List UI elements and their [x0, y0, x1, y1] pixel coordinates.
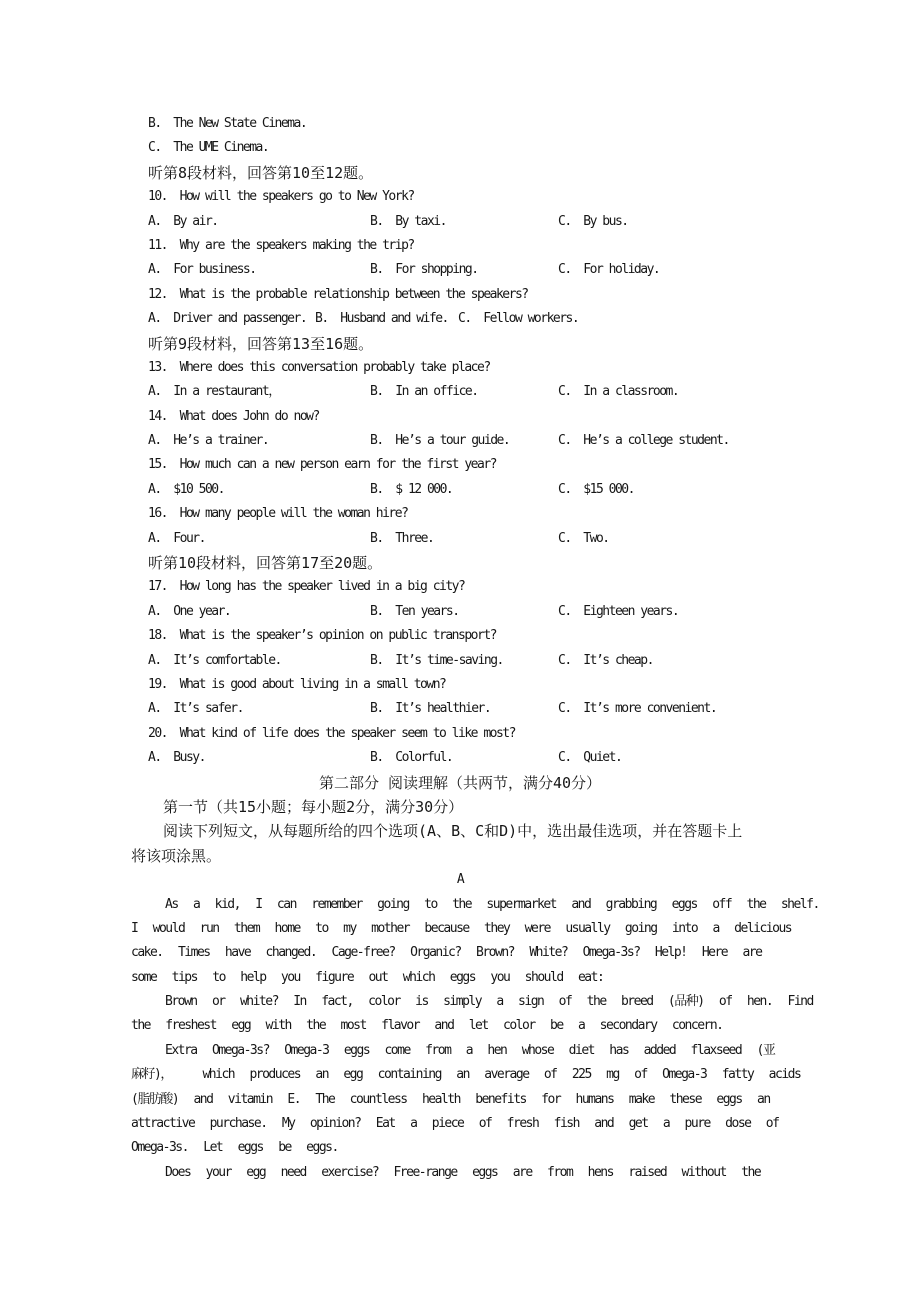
- passage-label: A: [456, 872, 464, 888]
- passage-line: the freshest egg with the most flavor and let color be a secondary concern.: [131, 1018, 723, 1034]
- passage-line: some tips to help you figure out which eggs you should eat:: [131, 969, 604, 985]
- passage-line: Does your egg need exercise? Free-range eggs are from hens raised without the: [165, 1164, 761, 1180]
- option-a: A. By air.: [148, 213, 218, 229]
- options-row: [0, 258, 920, 282]
- question: 20. What kind of life does the speaker seem to like most?: [148, 725, 515, 741]
- option-c: C. Fellow workers.: [458, 311, 579, 327]
- question: 19. What is good about living in a small town?: [148, 676, 446, 692]
- passage-line: attractive purchase. My opinion? Eat a piece of fresh fish and get a pure dose of: [131, 1116, 779, 1132]
- options-row: [0, 307, 920, 331]
- question: 12. What is the probable relationship between the speakers?: [148, 286, 528, 302]
- reading-instruction: 阅读下列短文，从每题所给的四个选项(A、B、C和D)中，选出最佳选项，并在答题卡上: [163, 822, 743, 841]
- option-line: C. The UME Cinema.: [148, 140, 269, 156]
- passage-line: 麻籽)， which produces an egg containing an average of 225 mg of Omega-3 fatty acids: [131, 1067, 801, 1083]
- passage-line: Brown or white? In fact, color is simply a sign of the breed (品种) of hen. Find: [165, 994, 813, 1010]
- option-line: B. The New State Cinema.: [148, 116, 307, 131]
- question: 18. What is the speaker’s opinion on public transport?: [148, 628, 496, 644]
- reading-instruction-cont: 将该项涂黑。: [131, 846, 222, 865]
- passage-line: Omega-3s. Let eggs be eggs.: [131, 1140, 338, 1156]
- option-b: B. $ 12 000.: [370, 481, 453, 497]
- options-row: [0, 649, 920, 673]
- listening-instruction: 听第10段材料，回答第17至20题。: [148, 554, 383, 573]
- option-c: C. He’s a college student.: [558, 433, 729, 449]
- option-a: A. Four.: [148, 530, 205, 546]
- option-a: A. He’s a trainer.: [148, 433, 269, 449]
- option-a: A. One year.: [148, 603, 231, 619]
- question: 14. What does John do now?: [148, 408, 319, 424]
- passage-line: I would run them home to my mother because they were usually going into a delicious: [131, 920, 792, 936]
- question: 15. How much can a new person earn for the first year?: [148, 457, 496, 473]
- question: 17. How long has the speaker lived in a big city?: [148, 579, 465, 595]
- options-row: [0, 746, 920, 770]
- passage-line: Extra Omega-3s? Omega-3 eggs come from a hen whose diet has added flaxseed (亚: [165, 1042, 775, 1058]
- option-b: B. By taxi.: [370, 213, 446, 229]
- part-heading: 第二部分 阅读理解（共两节，满分40分）: [318, 773, 602, 792]
- option-c: C. It’s cheap.: [558, 652, 653, 668]
- option-c: C. Quiet.: [558, 750, 622, 766]
- option-a: A. In a restaurant，: [148, 384, 280, 400]
- listening-instruction: 听第9段材料，回答第13至16题。: [148, 334, 374, 353]
- option-b: B. In an office.: [370, 384, 478, 400]
- option-a: A. $10 500.: [148, 481, 224, 497]
- option-b: B. It’s time-saving.: [370, 652, 503, 668]
- option-b: B. It’s healthier.: [370, 701, 491, 717]
- option-a: A. It’s comfortable.: [148, 652, 281, 668]
- option-b: B. Ten years.: [370, 603, 459, 619]
- options-row: [0, 210, 920, 234]
- option-b: B. Husband and wife.: [315, 311, 448, 327]
- option-a: A. It’s safer.: [148, 701, 243, 717]
- options-row: [0, 478, 920, 502]
- option-a: A. Driver and passenger.: [148, 311, 307, 327]
- option-c: C. By bus.: [558, 213, 628, 229]
- question: 13. Where does this conversation probably take place?: [148, 359, 490, 375]
- listening-instruction: 听第8段材料，回答第10至12题。: [148, 163, 374, 182]
- question: 11. Why are the speakers making the trip?: [148, 237, 414, 253]
- option-c: C. In a classroom.: [558, 384, 679, 400]
- options-row: [0, 429, 920, 453]
- option-b: B. For shopping.: [370, 262, 478, 278]
- option-b: B. He’s a tour guide.: [370, 433, 510, 449]
- option-c: C. For holiday.: [558, 262, 660, 278]
- option-a: A. Busy.: [148, 750, 205, 766]
- option-c: C. It’s more convenient.: [558, 701, 717, 717]
- question: 10. How will the speakers go to New York?: [148, 189, 414, 205]
- section-heading: 第一节（共15小题；每小题2分，满分30分）: [163, 797, 464, 816]
- passage-line: cake. Times have changed. Cage-free? Organic? Brown? White? Omega-3s? Help! Here are: [131, 945, 762, 961]
- options-row: [0, 380, 920, 404]
- option-a: A. For business.: [148, 262, 256, 278]
- options-row: [0, 527, 920, 551]
- option-b: B. Colorful.: [370, 750, 453, 766]
- options-row: [0, 600, 920, 624]
- passage-line: (脂肪酸) and vitamin E. The countless health benefits for humans make these eggs an: [131, 1091, 770, 1107]
- options-row: [0, 697, 920, 721]
- option-c: C. Eighteen years.: [558, 603, 679, 619]
- question: 16. How many people will the woman hire?: [148, 506, 408, 522]
- option-c: C. Two.: [558, 530, 609, 546]
- option-c: C. $15 000.: [558, 481, 634, 497]
- passage-line: As a kid, I can remember going to the supermarket and grabbing eggs off the shelf.: [165, 896, 819, 912]
- option-b: B. Three.: [370, 530, 434, 546]
